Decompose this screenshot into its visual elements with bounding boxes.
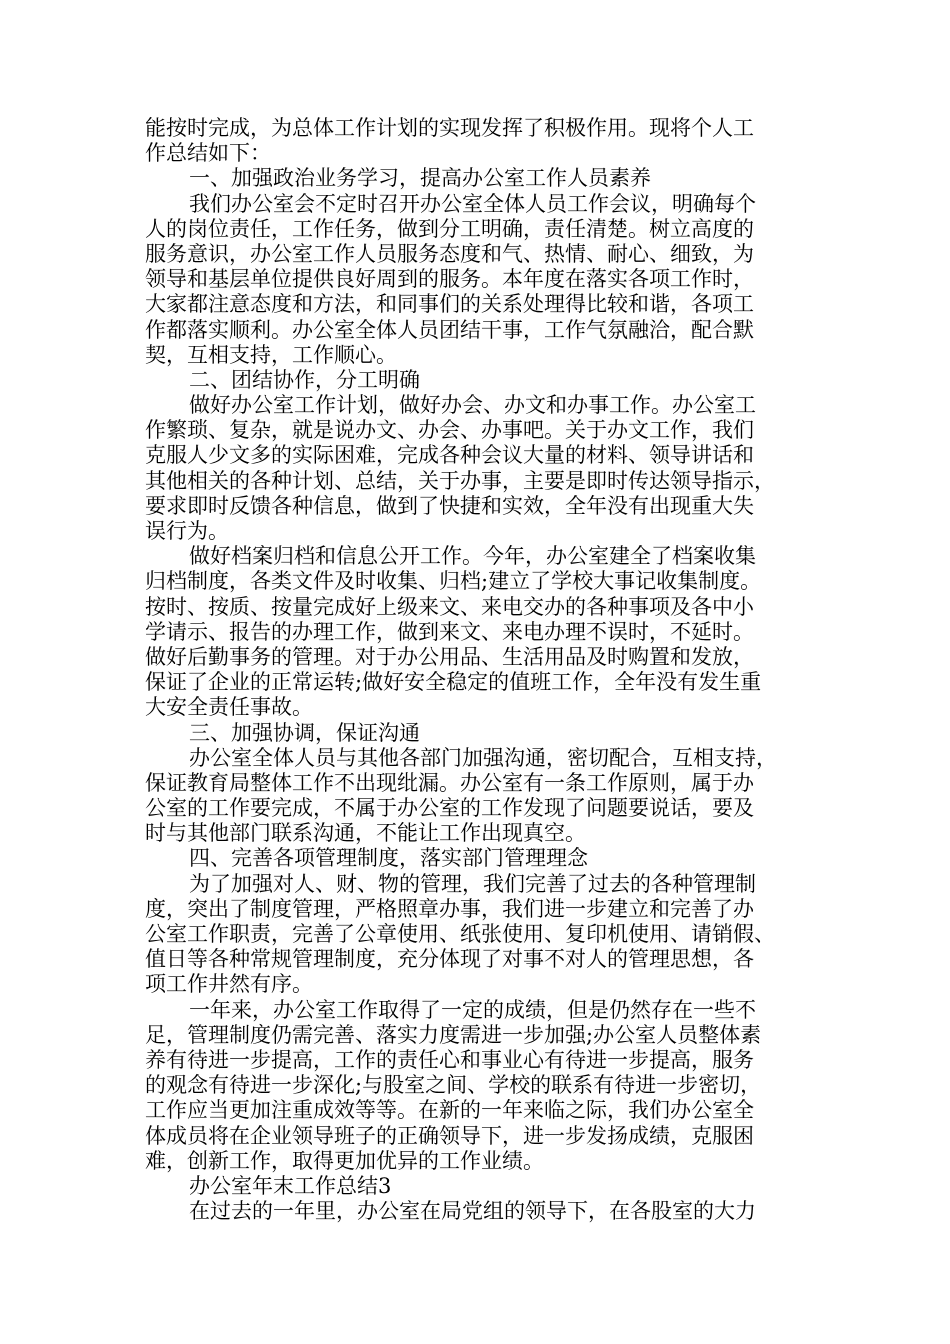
paragraph-line: 作总结如下： — [145, 141, 271, 166]
paragraph-line: 我们办公室会不定时召开办公室全体人员工作会议，明确每个 — [189, 191, 756, 216]
paragraph-line: 做好后勤事务的管理。对于办公用品、生活用品及时购置和发放， — [145, 644, 754, 669]
section-heading: 三、加强协调，保证沟通 — [189, 720, 420, 745]
paragraph-line: 做好档案归档和信息公开工作。今年，办公室建全了档案收集 — [189, 544, 756, 569]
paragraph-line: 体成员将在企业领导班子的正确领导下，进一步发扬成绩，克服困 — [145, 1123, 754, 1148]
paragraph-line: 契，互相支持，工作顺心。 — [145, 342, 397, 367]
paragraph-line: 办公室全体人员与其他各部门加强沟通，密切配合，互相支持， — [189, 745, 777, 770]
paragraph-line: 一年来，办公室工作取得了一定的成绩，但是仍然存在一些不 — [189, 997, 756, 1022]
paragraph-line: 工作应当更加注重成效等等。在新的一年来临之际，我们办公室全 — [145, 1098, 754, 1123]
paragraph-line: 的观念有待进一步深化;与股室之间、学校的联系有待进一步密切， — [145, 1073, 762, 1098]
section-heading: 一、加强政治业务学习，提高办公室工作人员素养 — [189, 166, 651, 191]
paragraph-line: 误行为。 — [145, 519, 229, 543]
paragraph-line: 度，突出了制度管理，严格照章办事，我们进一步建立和完善了办 — [145, 896, 754, 921]
paragraph-line: 其他相关的各种计划、总结，关于办事，主要是即时传达领导指示， — [145, 468, 775, 493]
paragraph-line: 作都落实顺利。办公室全体人员团结干事，工作气氛融洽，配合默 — [145, 317, 754, 342]
paragraph-line: 大家都注意态度和方法，和同事们的关系处理得比较和谐，各项工 — [145, 292, 754, 317]
document-page — [145, 116, 825, 1224]
paragraph-line: 能按时完成，为总体工作计划的实现发挥了积极作用。现将个人工 — [145, 116, 754, 140]
section-heading: 办公室年末工作总结3 — [189, 1173, 392, 1198]
paragraph-line: 克服人少文多的实际困难，完成各种会议大量的材料、领导讲话和 — [145, 443, 754, 468]
paragraph-line: 在过去的一年里，办公室在局党组的领导下，在各股室的大力 — [189, 1199, 756, 1224]
paragraph-line: 公室工作职责，完善了公章使用、纸张使用、复印机使用、请销假、 — [145, 922, 775, 946]
paragraph-line: 作繁琐、复杂，就是说办文、办会、办事吧。关于办文工作，我们 — [145, 418, 754, 443]
paragraph-line: 值日等各种常规管理制度，充分体现了对事不对人的管理思想，各 — [145, 947, 754, 972]
paragraph-line: 要求即时反馈各种信息，做到了快捷和实效，全年没有出现重大失 — [145, 493, 754, 518]
paragraph-line: 难，创新工作，取得更加优异的工作业绩。 — [145, 1148, 544, 1173]
paragraph-line: 保证了企业的正常运转;做好安全稳定的值班工作，全年没有发生重 — [145, 670, 762, 695]
paragraph-line: 归档制度，各类文件及时收集、归档;建立了学校大事记收集制度。 — [145, 569, 762, 594]
paragraph-line: 学请示、报告的办理工作，做到来文、来电办理不误时，不延时。 — [145, 619, 754, 644]
paragraph-line: 公室的工作要完成，不属于办公室的工作发现了问题要说话，要及 — [145, 796, 754, 821]
paragraph-line: 领导和基层单位提供良好周到的服务。本年度在落实各项工作时， — [145, 267, 754, 292]
paragraph-line: 保证教育局整体工作不出现纰漏。办公室有一条工作原则，属于办 — [145, 770, 754, 795]
paragraph-line: 为了加强对人、财、物的管理，我们完善了过去的各种管理制 — [189, 871, 756, 896]
paragraph-line: 项工作井然有序。 — [145, 972, 313, 997]
paragraph-line: 足，管理制度仍需完善、落实力度需进一步加强;办公室人员整体素 — [145, 1022, 762, 1047]
paragraph-line: 时与其他部门联系沟通，不能让工作出现真空。 — [145, 821, 586, 846]
paragraph-line: 大安全责任事故。 — [145, 695, 313, 720]
paragraph-line: 按时、按质、按量完成好上级来文、来电交办的各种事项及各中小 — [145, 594, 754, 619]
paragraph-line: 养有待进一步提高，工作的责任心和事业心有待进一步提高，服务 — [145, 1047, 754, 1072]
paragraph-line: 人的岗位责任，工作任务，做到分工明确，责任清楚。树立高度的 — [145, 216, 754, 241]
section-heading: 二、团结协作，分工明确 — [189, 367, 420, 392]
section-heading: 四、完善各项管理制度，落实部门管理理念 — [189, 846, 588, 871]
paragraph-line: 服务意识，办公室工作人员服务态度和气、热情、耐心、细致，为 — [145, 241, 754, 266]
paragraph-line: 做好办公室工作计划，做好办会、办文和办事工作。办公室工 — [189, 393, 756, 418]
